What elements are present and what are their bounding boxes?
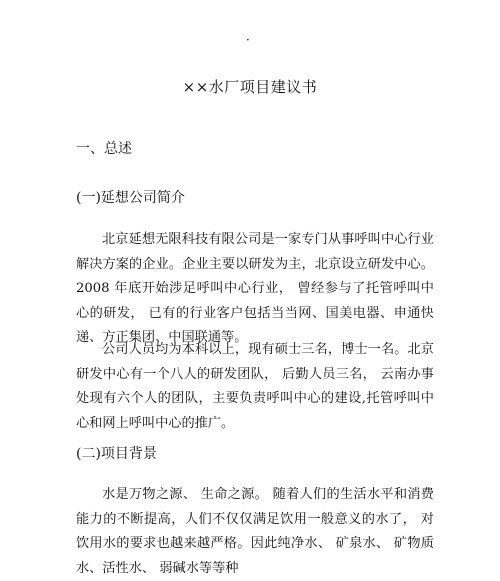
document-title: ××水厂项目建议书 [182, 78, 318, 96]
paragraph-project-background: 水是万物之源、 生命之源。 随着人们的生活水平和消费能力的不断提高，人们不仅仅满足饮用一般意义的水了， 对饮用水的要求也越来越严格。因此纯净水、 矿泉水、 矿物质水、活性水、 弱碱水等等种 [76, 487, 434, 576]
subsection-heading-project-background: (二)项目背景 [76, 446, 157, 462]
paragraph-company-intro: 北京延想无限科技有限公司是一家专门从事呼叫中心行业解决方案的企业。企业主要以研发为主，北京设立研发中心。 2008 年底开始涉足呼叫中心行业， 曾经参与了托管呼叫中心的研发， 已有的行业客户包括当当网、国美电器、申通快递、方正集团、中国联通等。 [76, 232, 434, 345]
section-heading-overview: 一、总述 [76, 141, 132, 157]
header-mark: · [246, 33, 250, 47]
subsection-heading-company-profile: (一)延想公司简介 [76, 190, 185, 206]
paragraph-company-staff: 公司人员均为本科以上，现有硕士三名，博士一名。北京研发中心有一个八人的研发团队， 后勤人员三名， 云南办事处现有六个人的团队，主要负责呼叫中心的建设,托管呼叫中心和网上呼叫中心的推广。 [76, 342, 434, 431]
